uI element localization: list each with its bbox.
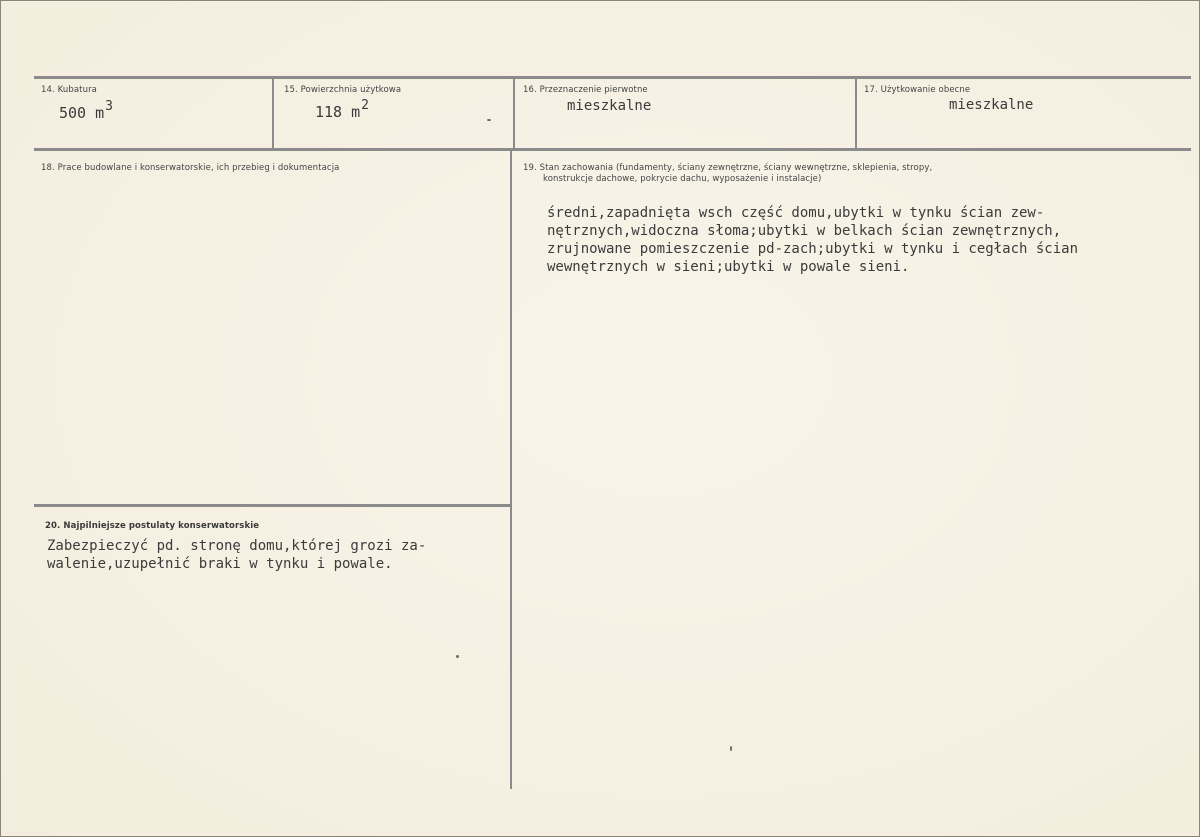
field-15-label: 15. Powierzchnia użytkowa [284, 85, 402, 95]
divider-15-16 [513, 77, 515, 148]
field-19-text [547, 204, 1078, 276]
section-20-rule [34, 504, 511, 507]
field-15-superscript: 2 [361, 98, 369, 113]
field-20-text [47, 537, 426, 573]
field-17-label: 17. Użytkowanie obecne [864, 85, 971, 95]
paper-speck [456, 655, 459, 658]
field-19-text-line: zrujnowane pomieszczenie pd-zach;ubytki w tynku i cegłach ścian [547, 241, 1079, 257]
field-20-label: 20. Najpilniejsze postulaty konserwatorskie [45, 521, 260, 531]
field-19-label [523, 163, 932, 185]
field-14-superscript: 3 [105, 99, 113, 114]
field-19-label-line-2: konstrukcje dachowe, pokrycie dachu, wyposażenie i instalacje) [543, 174, 822, 184]
divider-14-15 [272, 77, 274, 148]
field-20-text-line: walenie,uzupełnić braki w tynku i powale. [47, 556, 393, 572]
field-16-value: mieszkalne [567, 98, 652, 114]
paper-speck [487, 119, 491, 121]
paper-speck [730, 746, 732, 751]
field-17-value: mieszkalne [949, 97, 1034, 113]
field-19-label-line-1: 19. Stan zachowania (fundamenty, ściany zewnętrzne, ściany wewnętrzne, sklepienia, stropy, [523, 163, 933, 173]
top-rule [34, 76, 1191, 79]
field-19-text-line: średni,zapadnięta wsch część domu,ubytki w tynku ścian zew- [547, 205, 1045, 221]
field-14-value [59, 99, 113, 122]
field-14-number: 500 m [59, 104, 105, 122]
field-15-value [315, 98, 369, 121]
middle-rule [34, 148, 1191, 151]
field-18-label: 18. Prace budowlane i konserwatorskie, ich przebieg i dokumentacja [41, 163, 340, 173]
field-19-text-line: wewnętrznych w sieni;ubytki w powale sieni. [547, 259, 910, 275]
field-19-text-line: nętrznych,widoczna słoma;ubytki w belkach ścian zewnętrznych, [547, 223, 1062, 239]
field-16-label: 16. Przeznaczenie pierwotne [523, 85, 648, 95]
divider-16-17 [855, 77, 857, 148]
divider-18-19 [510, 149, 512, 789]
field-14-label: 14. Kubatura [41, 85, 97, 95]
field-15-number: 118 m [315, 103, 361, 121]
field-20-text-line: Zabezpieczyć pd. stronę domu,której grozi za- [47, 538, 427, 554]
